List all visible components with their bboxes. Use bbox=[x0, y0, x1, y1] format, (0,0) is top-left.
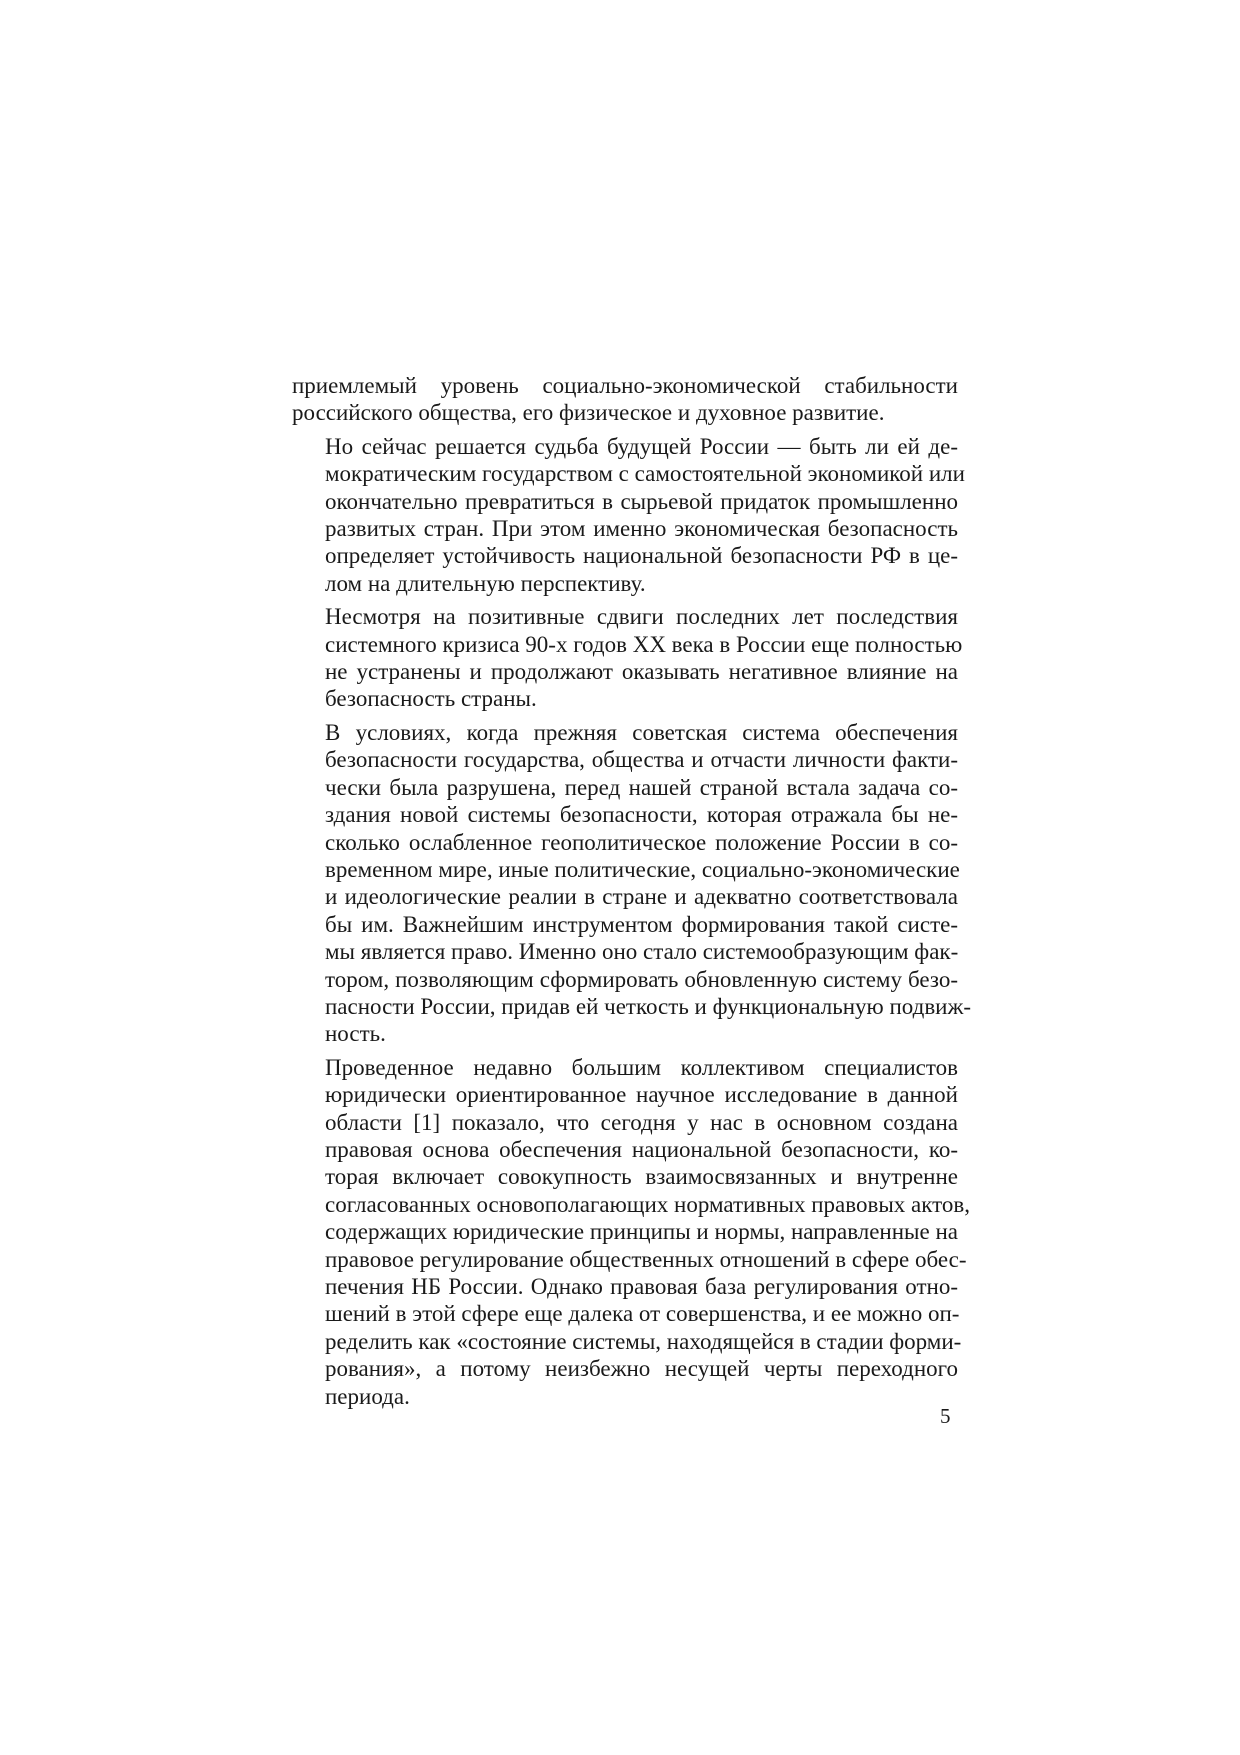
text-line: шений в этой сфере еще далека от совершенства, и ее можно оп- bbox=[325, 1301, 960, 1327]
text-line: правовая основа обеспечения национальной безопасности, ко- bbox=[325, 1136, 958, 1162]
paragraph bbox=[292, 1054, 970, 1410]
text-line: здания новой системы безопасности, которая отражала бы не- bbox=[325, 802, 958, 828]
text-line: ределить как «состояние системы, находящейся в стадии форми- bbox=[325, 1328, 962, 1354]
paragraph bbox=[292, 433, 965, 597]
text-line: сколько ослабленное геополитическое положение России в со- bbox=[325, 829, 958, 855]
text-line: временном мире, иные политические, социально-экономические bbox=[325, 856, 960, 882]
text-line: Но сейчас решается судьба будущей России — быть ли ей де- bbox=[325, 433, 958, 459]
paragraph bbox=[292, 719, 972, 1048]
text-line: рования», а потому неизбежно несущей черты переходного bbox=[325, 1356, 958, 1382]
text-line: лом на длительную перспективу. bbox=[325, 570, 646, 596]
text-line: пасности России, придав ей четкость и функциональную подвиж- bbox=[325, 993, 972, 1019]
text-line: системного кризиса 90-х годов XX века в России еще полностью bbox=[325, 631, 963, 657]
text-line: согласованных основополагающих нормативных правовых актов, bbox=[325, 1191, 970, 1217]
text-line: содержащих юридические принципы и нормы, направленные на bbox=[325, 1219, 958, 1245]
page-number: 5 bbox=[940, 1404, 951, 1428]
text-line: не устранены и продолжают оказывать негативное влияние на bbox=[325, 659, 958, 685]
body-text bbox=[292, 372, 972, 1410]
text-line: мократическим государством с самостоятельной экономикой или bbox=[325, 461, 965, 487]
text-line: определяет устойчивость национальной безопасности РФ в це- bbox=[325, 543, 958, 569]
text-line: и идеологические реалии в стране и адекватно соответствовала bbox=[325, 884, 958, 910]
text-line: тором, позволяющим сформировать обновленную систему безо- bbox=[325, 966, 958, 992]
text-line: юридически ориентированное научное исследование в данной bbox=[325, 1082, 958, 1108]
text-line: Несмотря на позитивные сдвиги последних лет последствия bbox=[325, 604, 958, 630]
paragraph bbox=[292, 603, 963, 713]
text-line: торая включает совокупность взаимосвязанных и внутренне bbox=[325, 1164, 958, 1190]
text-line: ность. bbox=[325, 1021, 386, 1047]
text-line: правовое регулирование общественных отношений в сфере обес- bbox=[325, 1246, 967, 1272]
text-line: Проведенное недавно большим коллективом специалистов bbox=[325, 1054, 958, 1080]
text-line: периода. bbox=[325, 1383, 410, 1409]
text-line: печения НБ России. Однако правовая база регулирования отно- bbox=[325, 1274, 958, 1299]
text-line: чески была разрушена, перед нашей страной встала задача со- bbox=[325, 774, 958, 800]
text-line: безопасность страны. bbox=[325, 686, 537, 712]
text-line: окончательно превратиться в сырьевой придаток промышленно bbox=[325, 488, 958, 514]
paragraph bbox=[292, 372, 958, 427]
text-line: приемлемый уровень социально-экономической стабильности bbox=[292, 373, 958, 398]
text-line: В условиях, когда прежняя советская система обеспечения bbox=[325, 719, 958, 745]
text-line: области [1] показало, что сегодня у нас в основном создана bbox=[325, 1109, 958, 1135]
text-line: мы является право. Именно оно стало системообразующим фак- bbox=[325, 939, 959, 965]
text-line: безопасности государства, общества и отчасти личности факти- bbox=[325, 747, 958, 773]
text-line: российского общества, его физическое и духовное развитие. bbox=[292, 400, 885, 426]
text-line: развитых стран. При этом именно экономическая безопасность bbox=[325, 516, 958, 542]
text-line: бы им. Важнейшим инструментом формирования такой систе- bbox=[325, 911, 958, 937]
